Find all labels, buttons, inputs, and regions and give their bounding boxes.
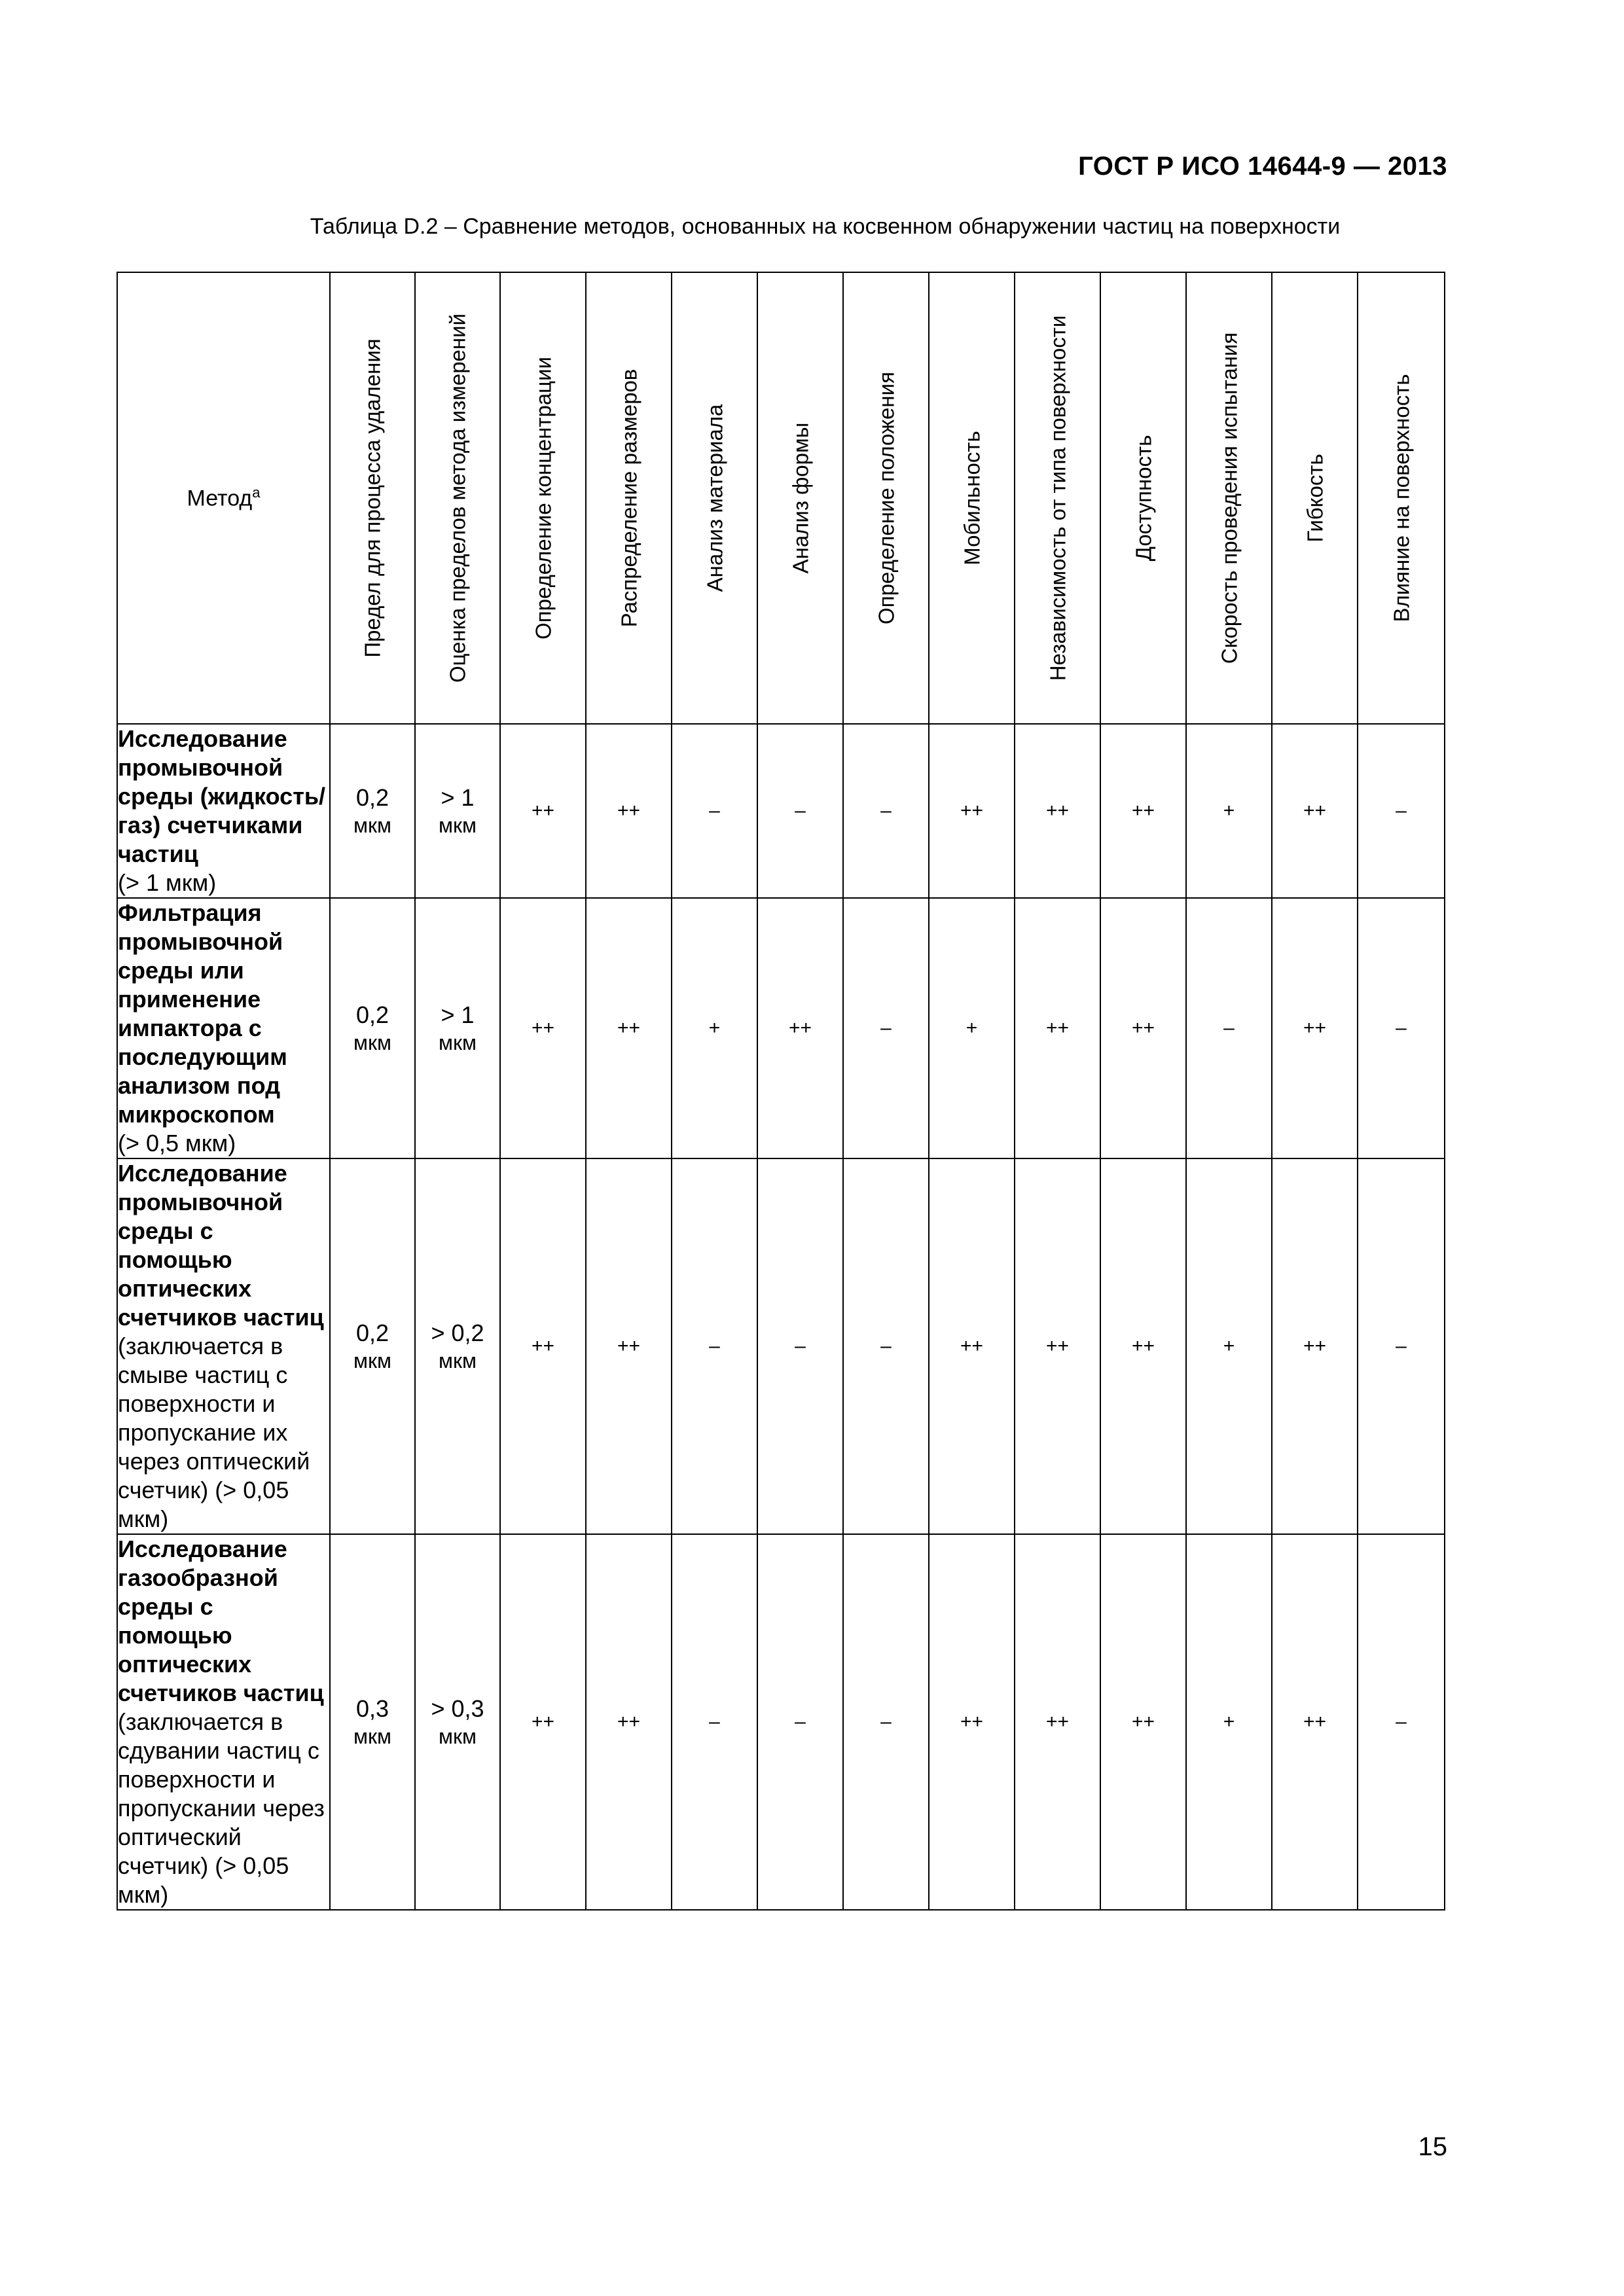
column-header	[586, 272, 672, 724]
column-header	[415, 272, 500, 724]
removal-limit-cell	[330, 898, 415, 1158]
table-row	[117, 724, 1445, 898]
rating-cell: ++	[929, 1534, 1015, 1910]
cell-unit: мкм	[353, 1349, 391, 1372]
rating-cell: –	[1358, 724, 1445, 898]
rating-cell: ++	[1272, 1158, 1358, 1534]
rating-cell: ++	[1100, 1158, 1186, 1534]
column-header	[672, 272, 757, 724]
rating-cell: ++	[1272, 1534, 1358, 1910]
method-header-footnote-mark: a	[252, 484, 261, 501]
cell-unit: мкм	[353, 1031, 391, 1054]
method-cell	[117, 898, 330, 1158]
cell-unit: мкм	[439, 1725, 477, 1748]
method-column-header	[117, 272, 330, 724]
rating-cell: –	[757, 1534, 843, 1910]
rating-cell: +	[1186, 1158, 1272, 1534]
rating-cell: +	[1186, 1534, 1272, 1910]
rating-cell: ++	[586, 1158, 672, 1534]
table-body	[117, 724, 1445, 1910]
method-name: Исследование промывочной среды (жидкость/ газ) счетчиками частиц	[118, 725, 325, 867]
column-header-label: Определение положения	[874, 372, 898, 624]
column-header	[500, 272, 586, 724]
cell-unit: мкм	[353, 1725, 391, 1748]
column-header	[1100, 272, 1186, 724]
cell-value: 0,2	[355, 1319, 389, 1346]
method-name: Исследование газообразной среды с помощью оптических счетчиков частиц	[118, 1535, 324, 1706]
column-header	[1358, 272, 1445, 724]
cell-unit: мкм	[353, 814, 391, 837]
rating-cell: ++	[929, 724, 1015, 898]
column-header-label: Оценка пределов метода измерений	[445, 314, 470, 683]
table-row	[117, 1534, 1445, 1910]
column-header	[1015, 272, 1100, 724]
rating-cell: ++	[757, 898, 843, 1158]
rating-cell: –	[757, 1158, 843, 1534]
rating-cell: –	[757, 724, 843, 898]
column-header	[1272, 272, 1358, 724]
rating-cell: ++	[586, 898, 672, 1158]
method-cell	[117, 1534, 330, 1910]
rating-cell: –	[1186, 898, 1272, 1158]
column-header-label: Анализ формы	[788, 422, 812, 574]
column-header-label: Доступность	[1131, 435, 1155, 562]
rating-cell: ++	[1015, 1158, 1100, 1534]
document-standard-header: ГОСТ Р ИСО 14644-9 — 2013	[1078, 152, 1447, 181]
rating-cell: ++	[1100, 898, 1186, 1158]
column-header-label: Определение концентрации	[531, 357, 555, 639]
rating-cell: –	[843, 1158, 929, 1534]
page-number: 15	[1418, 2132, 1447, 2161]
rating-cell: +	[929, 898, 1015, 1158]
rating-cell: –	[1358, 898, 1445, 1158]
column-header-label: Распределение размеров	[617, 368, 641, 628]
column-header-label: Анализ материала	[702, 404, 727, 592]
method-cell	[117, 724, 330, 898]
method-cell	[117, 1158, 330, 1534]
rating-cell: –	[672, 1158, 757, 1534]
column-header	[929, 272, 1015, 724]
rating-cell: ++	[500, 898, 586, 1158]
column-header-label: Независимость от типа поверхности	[1045, 315, 1070, 681]
rating-cell: ++	[1015, 1534, 1100, 1910]
column-header	[843, 272, 929, 724]
method-note: (заключается в сдувании частиц с поверхности и пропускании через оптический счетчик) (> 0,05 мкм)	[118, 1708, 325, 1908]
method-header-label: Метод	[187, 486, 253, 511]
table-caption: Таблица D.2 – Сравнение методов, основанных на косвенном обнаружении частиц на поверхности	[310, 214, 1341, 239]
rating-cell: –	[672, 1534, 757, 1910]
rating-cell: –	[1358, 1158, 1445, 1534]
rating-cell: ++	[1100, 1534, 1186, 1910]
column-header	[330, 272, 415, 724]
removal-limit-cell	[330, 1158, 415, 1534]
rating-cell: ++	[929, 1158, 1015, 1534]
measurement-range-cell	[415, 1158, 500, 1534]
method-name: Исследование промывочной среды с помощью оптических счетчиков частиц	[118, 1160, 324, 1331]
cell-value: > 1	[441, 784, 475, 811]
rating-cell: ++	[1015, 898, 1100, 1158]
cell-value: 0,2	[355, 1001, 389, 1028]
cell-value: 0,2	[355, 784, 389, 811]
rating-cell: –	[672, 724, 757, 898]
comparison-table	[117, 272, 1445, 1910]
method-note: (> 0,5 мкм)	[118, 1130, 236, 1157]
rating-cell: ++	[586, 1534, 672, 1910]
rating-cell: ++	[1015, 724, 1100, 898]
rating-cell: –	[1358, 1534, 1445, 1910]
rating-cell: ++	[586, 724, 672, 898]
cell-value: > 0,2	[431, 1319, 484, 1346]
column-header-label: Мобильность	[960, 431, 984, 565]
rating-cell: ++	[1100, 724, 1186, 898]
cell-value: > 0,3	[431, 1695, 484, 1722]
cell-unit: мкм	[439, 814, 477, 837]
cell-unit: мкм	[439, 1031, 477, 1054]
rating-cell: ++	[500, 1158, 586, 1534]
method-note: (> 1 мкм)	[118, 869, 217, 896]
method-note: (заключается в смыве частиц с поверхности и пропускание их через оптический счетчик) (> 0,05 мкм)	[118, 1333, 310, 1532]
measurement-range-cell	[415, 1534, 500, 1910]
rating-cell: –	[843, 724, 929, 898]
column-header-label: Гибкость	[1303, 454, 1327, 543]
table-header-row	[117, 272, 1445, 724]
column-header-label: Скорость проведения испытания	[1217, 332, 1241, 664]
cell-value: > 1	[441, 1001, 475, 1028]
rating-cell: –	[843, 898, 929, 1158]
rating-cell: +	[672, 898, 757, 1158]
cell-unit: мкм	[439, 1349, 477, 1372]
method-name: Фильтрация промывочной среды или применение импактора с последующим анализом под микроскопом	[118, 899, 287, 1128]
measurement-range-cell	[415, 724, 500, 898]
removal-limit-cell	[330, 1534, 415, 1910]
cell-value: 0,3	[355, 1695, 389, 1722]
column-header	[757, 272, 843, 724]
rating-cell: ++	[1272, 898, 1358, 1158]
column-header	[1186, 272, 1272, 724]
removal-limit-cell	[330, 724, 415, 898]
rating-cell: ++	[1272, 724, 1358, 898]
rating-cell: +	[1186, 724, 1272, 898]
rating-cell: –	[843, 1534, 929, 1910]
column-header-label: Предел для процесса удаления	[360, 338, 385, 658]
rating-cell: ++	[500, 1534, 586, 1910]
rating-cell: ++	[500, 724, 586, 898]
column-header-label: Влияние на поверхность	[1389, 374, 1413, 622]
measurement-range-cell	[415, 898, 500, 1158]
table-row	[117, 898, 1445, 1158]
table-row	[117, 1158, 1445, 1534]
